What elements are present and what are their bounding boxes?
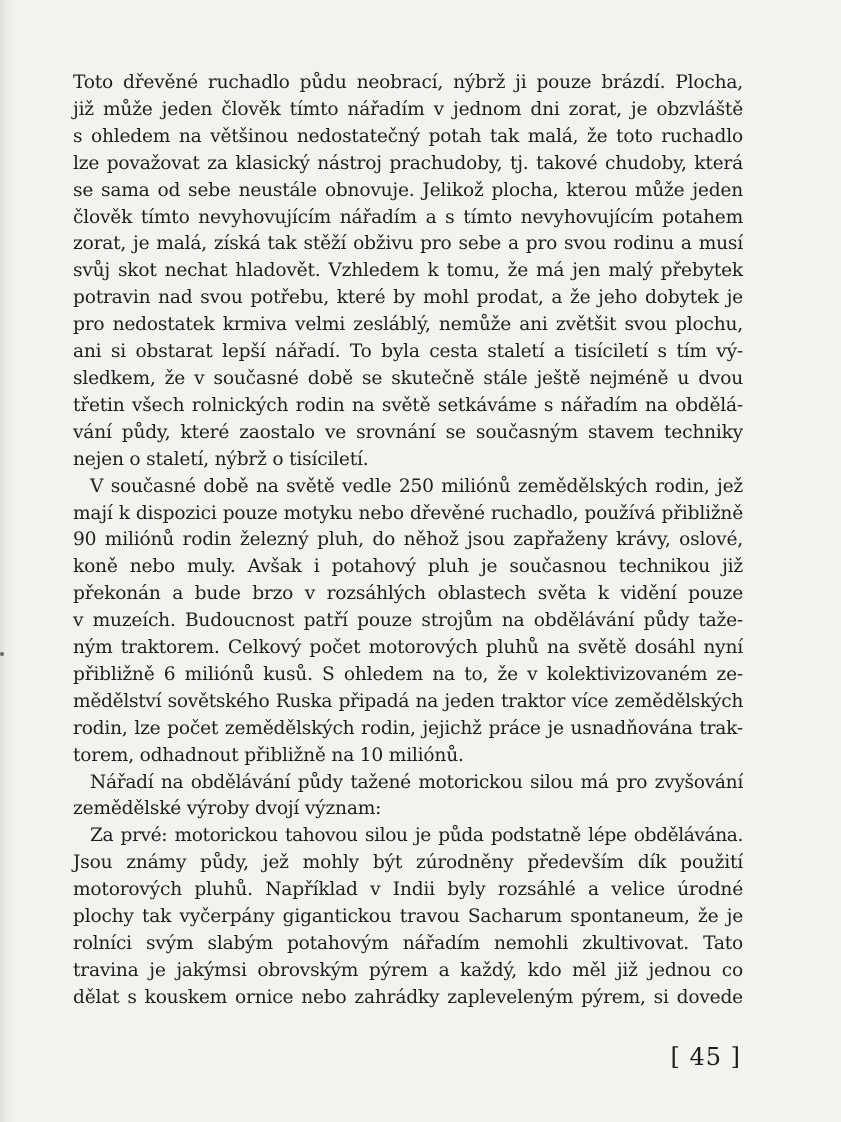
text-line: se sama od sebe neustále obnovuje. Jelikož plocha, kterou může jeden (73, 179, 743, 201)
text-line: ným traktorem. Celkový počet motorových pluhů na světě dosáhl nyní (73, 637, 743, 659)
text-line: travina je jakýmsi obrovským pýrem a každý, kdo měl již jednou co (73, 959, 743, 981)
text-line: již může jeden člověk tímto nářadím v jednom dni zorat, je obzvláště (73, 98, 743, 120)
text-line: Toto dřevěné ruchadlo půdu neobrací, nýbrž ji pouze brázdí. Plocha, (73, 72, 743, 93)
text-line: Nářadí na obdělávání půdy tažené motorickou silou má pro zvyšování (90, 771, 743, 793)
text-line: ani si obstarat lepší nářadí. To byla cesta staletí a tisíciletí s tím vý- (73, 341, 743, 363)
text-line: potravin nad svou potřebu, které by mohl prodat, a že jeho dobytek je (73, 287, 743, 309)
text-line: rodin, lze počet zemědělských rodin, jejichž práce je usnadňována trak- (73, 717, 743, 739)
text-line: zemědělské výroby dvojí význam: (73, 798, 382, 820)
binding-dot (0, 652, 4, 656)
text-line: vání půdy, které zaostalo ve srovnání se současným stavem techniky (73, 421, 743, 443)
text-line: motorových pluhů. Například v Indii byly rozsáhlé a velice úrodné (73, 879, 743, 901)
paragraph-1 (73, 70, 743, 474)
paragraph-4 (73, 823, 743, 1011)
text-line: V současné době na světě vedle 250 miliónů zemědělských rodin, jež (90, 475, 743, 497)
text-line: sledkem, že v současné době se skutečně stále ještě nejméně u dvou (73, 367, 743, 389)
text-line: člověk tímto nevyhovujícím nářadím a s tímto nevyhovujícím potahem (73, 206, 743, 228)
text-line: plochy tak vyčerpány gigantickou travou Sacharum spontaneum, že je (73, 906, 743, 928)
paragraph-2 (73, 474, 743, 770)
text-line: s ohledem na většinou nedostatečný potah tak malá, že toto ruchadlo (73, 125, 743, 147)
page-number: [ 45 ] (670, 1043, 741, 1071)
text-line: Jsou známy půdy, jež mohly být zúrodněny především dík použití (73, 852, 743, 874)
text-line: mají k dispozici pouze motyku nebo dřevěné ruchadlo, používá přibližně (73, 502, 743, 524)
text-line: v muzeích. Budoucnost patří pouze strojům na obdělávání půdy taže- (73, 610, 743, 632)
text-line: dělat s kouskem ornice nebo zahrádky zapleveleným pýrem, si dovede (73, 986, 743, 1008)
text-line: přibližně 6 miliónů kusů. S ohledem na to, že v kolektivizovaném ze- (73, 663, 743, 685)
paragraph-3 (73, 770, 743, 824)
text-line: lze považovat za klasický nástroj prachudoby, tj. takové chudoby, která (73, 152, 743, 174)
text-line: mědělství sovětského Ruska připadá na jeden traktor více zemědělských (73, 690, 743, 712)
text-line: Za prvé: motorickou tahovou silou je půda podstatně lépe obdělávána. (90, 825, 743, 847)
text-line: torem, odhadnout přibližně na 10 miliónů. (73, 744, 464, 766)
text-line: třetin všech rolnických rodin na světě setkáváme s nářadím na obdělá- (73, 394, 743, 416)
text-line: pro nedostatek krmiva velmi zesláblý, nemůže ani zvětšit svou plochu, (73, 314, 743, 336)
text-line: nejen o staletí, nýbrž o tisíciletí. (73, 448, 369, 470)
body-text (73, 70, 743, 1012)
text-line: koně nebo muly. Avšak i potahový pluh je současnou technikou již (73, 556, 743, 578)
text-line: zorat, je malá, získá tak stěží obživu pro sebe a pro svou rodinu a musí (73, 233, 743, 255)
text-line: 90 miliónů rodin železný pluh, do něhož jsou zapřaženy krávy, oslové, (73, 529, 743, 551)
text-line: překonán a bude brzo v rozsáhlých oblastech světa k vidění pouze (73, 583, 743, 605)
text-line: svůj skot nechat hladovět. Vzhledem k tomu, že má jen malý přebytek (73, 260, 743, 282)
text-line: rolníci svým slabým potahovým nářadím nemohli zkultivovat. Tato (73, 933, 743, 954)
